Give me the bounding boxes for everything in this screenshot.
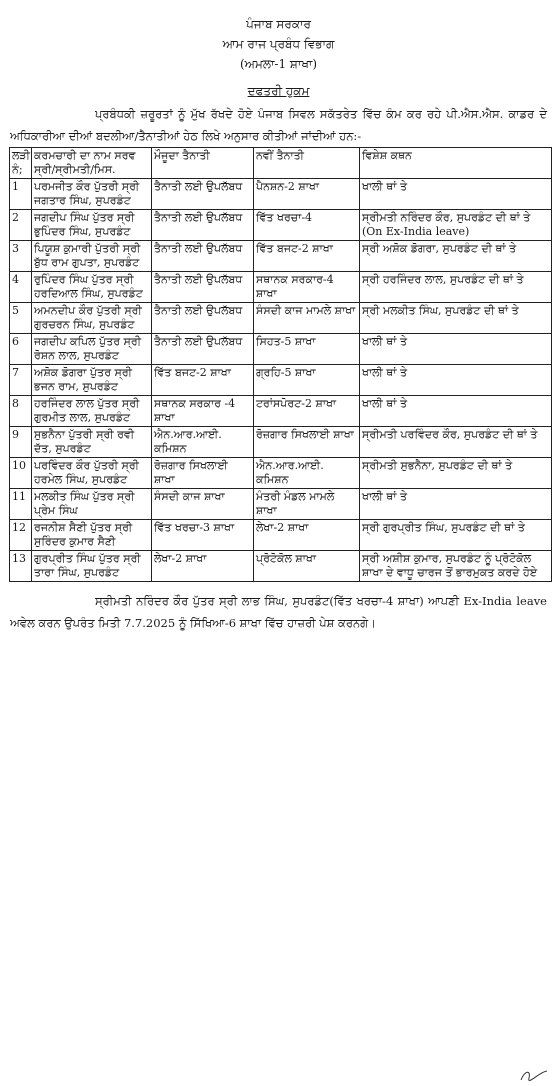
header-new-posting: ਨਵੀਂ ਤੈਨਾਤੀ (254, 148, 360, 179)
header-remarks: ਵਿਸ਼ੇਸ਼ ਕਥਨ (360, 148, 552, 179)
cell-new-posting: ਸਿਹਤ-5 ਸ਼ਾਖਾ (254, 334, 360, 365)
branch-name: (ਅਮਲਾ-1 ਸ਼ਾਖਾ) (239, 57, 318, 71)
cell-remarks: ਸ੍ਰੀਮਤੀ ਪਰਵਿੰਦਰ ਕੌਰ, ਸੁਪਰਡੰਟ ਦੀ ਥਾਂ ਤੇ (360, 427, 552, 458)
footer-paragraph (0, 590, 557, 634)
cell-employee-name: ਜਗਦੀਪ ਸਿੰਘ ਪੁੱਤਰ ਸ੍ਰੀ ਭੁਪਿੰਦਰ ਸਿੰਘ, ਸੁਪਰਡੰਟ (32, 210, 152, 241)
cell-new-posting: ਪ੍ਰੋਟੋਕੋਲ ਸ਼ਾਖਾ (254, 551, 360, 582)
cell-new-posting: ਵਿੱਤ ਖਰਚਾ-4 (254, 210, 360, 241)
cell-current-posting: ਤੈਨਾਤੀ ਲਈ ਉਪਲੱਬਧ (152, 303, 254, 334)
table-row (10, 334, 552, 365)
cell-remarks: ਖਾਲੀ ਥਾਂ ਤੇ (360, 179, 552, 210)
table-row (10, 458, 552, 489)
cell-current-posting: ਤੈਨਾਤੀ ਲਈ ਉਪਲੱਬਧ (152, 272, 254, 303)
cell-new-posting: ਰੋਜ਼ਗਾਰ ਸਿਖਲਾਈ ਸ਼ਾਖਾ (254, 427, 360, 458)
cell-current-posting: ਵਿੱਤ ਖਰਚਾ-3 ਸ਼ਾਖਾ (152, 520, 254, 551)
cell-serial: 6 (10, 334, 32, 365)
header-employee-name: ਕਰਮਚਾਰੀ ਦਾ ਨਾਮ ਸਰਵ ਸ੍ਰੀ/ਸ੍ਰੀਮਤੀ/ਮਿਸ. (32, 148, 152, 179)
signature-mark (517, 1066, 551, 1084)
cell-employee-name: ਅਮਨਦੀਪ ਕੌਰ ਪੁੱਤਰੀ ਸ੍ਰੀ ਗੁਰਚਰਨ ਸਿੰਘ, ਸੁਪਰਡੰਟ (32, 303, 152, 334)
table-row (10, 303, 552, 334)
cell-new-posting: ਸਥਾਨਕ ਸਰਕਾਰ-4 ਸ਼ਾਖਾ (254, 272, 360, 303)
govt-name: ਪੰਜਾਬ ਸਰਕਾਰ (246, 17, 311, 31)
table-row (10, 210, 552, 241)
cell-employee-name: ਸੁਭਨੈਨਾ ਪੁੱਤਰੀ ਸ੍ਰੀ ਰਵੀ ਦੱਤ, ਸੁਪਰਡੰਟ (32, 427, 152, 458)
cell-remarks: ਸ੍ਰੀਮਤੀ ਸੁਭਨੈਨਾ, ਸੁਪਰਡੰਟ ਦੀ ਥਾਂ ਤੇ (360, 458, 552, 489)
cell-current-posting: ਵਿੱਤ ਬਜਟ-2 ਸ਼ਾਖਾ (152, 365, 254, 396)
cell-new-posting: ਗ੍ਰਹਿ-5 ਸ਼ਾਖਾ (254, 365, 360, 396)
cell-remarks: ਖਾਲੀ ਥਾਂ ਤੇ (360, 489, 552, 520)
cell-new-posting: ਟਰਾਂਸਪੋਰਟ-2 ਸ਼ਾਖਾ (254, 396, 360, 427)
cell-new-posting: ਵਿੱਤ ਬਜਟ-2 ਸ਼ਾਖਾ (254, 241, 360, 272)
cell-new-posting: ਮੰਤਰੀ ਮੰਡਲ ਮਾਮਲੇ ਸ਼ਾਖਾ (254, 489, 360, 520)
table-body (10, 179, 552, 582)
cell-employee-name: ਗੁਰਪ੍ਰੀਤ ਸਿੰਘ ਪੁੱਤਰ ਸ੍ਰੀ ਤਾਰਾ ਸਿੰਘ, ਸੁਪਰਡੰਟ (32, 551, 152, 582)
table-row (10, 427, 552, 458)
transfer-table (9, 147, 552, 582)
intro-paragraph: ਪ੍ਰਬੰਧਕੀ ਜ਼ਰੂਰਤਾਂ ਨੂੰ ਮੁੱਖ ਰੱਖਦੇ ਹੋਏ ਪੰਜਾਬ ਸਿਵਲ ਸਕੱਤਰੇਤ ਵਿੱਚ ਕੰਮ ਕਰ ਰਹੇ ਪੀ.ਐਸ.ਐਸ. ਕਾਡਰ ਦੇ ਅਧਿਕਾਰੀਆ ਦੀਆਂ ਬਦਲੀਆ/ਤੈਨਾਤੀਆਂ ਹੇਠ ਲਿਖੇ ਅਨੁਸਾਰ ਕੀਤੀਆਂ ਜਾਂਦੀਆਂ ਹਨ:- (10, 107, 547, 143)
table-row (10, 179, 552, 210)
table-row (10, 551, 552, 582)
cell-serial: 9 (10, 427, 32, 458)
table-row (10, 489, 552, 520)
cell-current-posting: ਲੇਖਾ-2 ਸ਼ਾਖਾ (152, 551, 254, 582)
cell-serial: 8 (10, 396, 32, 427)
table-row (10, 520, 552, 551)
header-current-posting: ਮੌਜੂਦਾ ਤੈਨਾਤੀ (152, 148, 254, 179)
department-name: ਆਮ ਰਾਜ ਪ੍ਰਬੰਧ ਵਿਭਾਗ (222, 37, 335, 51)
header-serial: ਲੜੀ ਨੰ; (10, 148, 32, 179)
cell-remarks: ਸ੍ਰੀ ਗੁਰਪ੍ਰੀਤ ਸਿੰਘ, ਸੁਪਰਡੰਟ ਦੀ ਥਾਂ ਤੇ (360, 520, 552, 551)
cell-serial: 11 (10, 489, 32, 520)
cell-serial: 5 (10, 303, 32, 334)
document-header (0, 0, 557, 74)
cell-serial: 13 (10, 551, 32, 582)
cell-remarks: ਸ੍ਰੀ ਮਲਕੀਤ ਸਿੰਘ, ਸੁਪਰਡੰਟ ਦੀ ਥਾਂ ਤੇ (360, 303, 552, 334)
cell-remarks: ਖਾਲੀ ਥਾਂ ਤੇ (360, 365, 552, 396)
cell-serial: 2 (10, 210, 32, 241)
table-row (10, 241, 552, 272)
cell-current-posting: ਤੈਨਾਤੀ ਲਈ ਉਪਲੱਬਧ (152, 334, 254, 365)
cell-current-posting: ਤੈਨਾਤੀ ਲਈ ਉਪਲੱਬਧ (152, 210, 254, 241)
cell-current-posting: ਤੈਨਾਤੀ ਲਈ ਉਪਲੱਬਧ (152, 241, 254, 272)
cell-serial: 12 (10, 520, 32, 551)
cell-current-posting: ਸਥਾਨਕ ਸਰਕਾਰ -4 ਸ਼ਾਖਾ (152, 396, 254, 427)
footer-text: ਸ੍ਰੀਮਤੀ ਨਰਿੰਦਰ ਕੌਰ ਪੁੱਤਰ ਸ੍ਰੀ ਲਾਭ ਸਿੰਘ, ਸੁਪਰਡੰਟ(ਵਿੱਤ ਖਰਚਾ-4 ਸ਼ਾਖਾ) ਆਪਣੀ Ex-India leave ਅਵੇਲ ਕਰਨ ਉਪਰੰਤ ਮਿਤੀ 7.7.2025 ਨੂੰ ਸਿੱਖਿਆ-6 ਸ਼ਾਖਾ ਵਿੱਚ ਹਾਜ਼ਰੀ ਪੇਸ਼ ਕਰਨਗੇ। (10, 594, 547, 630)
cell-serial: 4 (10, 272, 32, 303)
cell-employee-name: ਹਰਜਿੰਦਰ ਲਾਲ ਪੁੱਤਰ ਸ੍ਰੀ ਗੁਰਮੀਤ ਲਾਲ, ਸੁਪਰਡੰਟ (32, 396, 152, 427)
cell-new-posting: ਲੇਖਾ-2 ਸ਼ਾਖਾ (254, 520, 360, 551)
cell-serial: 3 (10, 241, 32, 272)
cell-employee-name: ਪਰਵਿੰਦਰ ਕੌਰ ਪੁੱਤਰੀ ਸ੍ਰੀ ਹਰਮੇਲ ਸਿੰਘ, ਸੁਪਰਡੰਟ (32, 458, 152, 489)
cell-current-posting: ਐਨ.ਆਰ.ਆਈ. ਕਮਿਸ਼ਨ (152, 427, 254, 458)
table-row (10, 365, 552, 396)
cell-remarks: ਸ੍ਰੀ ਹਰਜਿੰਦਰ ਲਾਲ, ਸੁਪਰਡੰਟ ਦੀ ਥਾਂ ਤੇ (360, 272, 552, 303)
cell-employee-name: ਰੁਪਿੰਦਰ ਸਿੰਘ ਪੁੱਤਰ ਸ੍ਰੀ ਹਰਦਿਆਲ ਸਿੰਘ, ਸੁਪਰਡੰਟ (32, 272, 152, 303)
table-row (10, 272, 552, 303)
cell-current-posting: ਰੋਜ਼ਗਾਰ ਸਿਖਲਾਈ ਸ਼ਾਖਾ (152, 458, 254, 489)
cell-employee-name: ਪਰਮਜੀਤ ਕੌਰ ਪੁੱਤਰੀ ਸ੍ਰੀ ਜਗਤਾਰ ਸਿੰਘ, ਸੁਪਰਡੰਟ (32, 179, 152, 210)
cell-new-posting: ਸੰਸਦੀ ਕਾਜ ਮਾਮਲੇ ਸ਼ਾਖਾ (254, 303, 360, 334)
cell-current-posting: ਸੰਸਦੀ ਕਾਜ ਸ਼ਾਖਾ (152, 489, 254, 520)
cell-serial: 1 (10, 179, 32, 210)
cell-employee-name: ਜਗਦੀਪ ਕਪਿਲ ਪੁੱਤਰ ਸ੍ਰੀ ਰੋਸ਼ਨ ਲਾਲ, ਸੁਪਰਡੰਟ (32, 334, 152, 365)
cell-remarks: ਖਾਲੀ ਥਾਂ ਤੇ (360, 334, 552, 365)
cell-new-posting: ਐਨ.ਆਰ.ਆਈ. ਕਮਿਸ਼ਨ (254, 458, 360, 489)
cell-serial: 10 (10, 458, 32, 489)
cell-remarks: ਖਾਲੀ ਥਾਂ ਤੇ (360, 396, 552, 427)
cell-employee-name: ਪਿਯੂਸ਼ ਕੁਮਾਰੀ ਪੁੱਤਰੀ ਸ੍ਰੀ ਬੁੱਧ ਰਾਮ ਗੁਪਤਾ, ਸੁਪਰਡੰਟ (32, 241, 152, 272)
table-row (10, 396, 552, 427)
cell-remarks: ਸ੍ਰੀ ਅਸ਼ੋਕ ਡੋਗਰਾ, ਸੁਪਰਡੰਟ ਦੀ ਥਾਂ ਤੇ (360, 241, 552, 272)
table-header-row (10, 148, 552, 179)
cell-employee-name: ਮਲਕੀਤ ਸਿੰਘ ਪੁੱਤਰ ਸ੍ਰੀ ਪ੍ਰੇਮ ਸਿੰਘ (32, 489, 152, 520)
cell-current-posting: ਤੈਨਾਤੀ ਲਈ ਉਪਲੱਬਧ (152, 179, 254, 210)
cell-employee-name: ਅਸ਼ੋਕ ਡੋਗਰਾ ਪੁੱਤਰ ਸ੍ਰੀ ਭਜਨ ਰਾਮ, ਸੁਪਰਡੰਟ (32, 365, 152, 396)
cell-new-posting: ਪੈਨਸ਼ਨ-2 ਸ਼ਾਖਾ (254, 179, 360, 210)
cell-remarks: ਸ੍ਰੀ ਅਸ਼ੀਸ਼ ਕੁਮਾਰ, ਸੁਪਰਡੰਟ ਨੂੰ ਪ੍ਰੋਟੋਕੋਲ ਸ਼ਾਖਾ ਦੇ ਵਾਧੂ ਚਾਰਜ ਤੋਂ ਭਾਰਮੁਕਤ ਕਰਦੇ ਹੋਏ (360, 551, 552, 582)
order-title: ਦਫਤਰੀ ਹੁਕਮ (247, 84, 310, 98)
cell-serial: 7 (10, 365, 32, 396)
cell-remarks: ਸ੍ਰੀਮਤੀ ਨਰਿੰਦਰ ਕੌਰ, ਸੁਪਰਡੰਟ ਦੀ ਥਾਂ ਤੇ (On Ex-India leave) (360, 210, 552, 241)
cell-employee-name: ਰਜਨੀਸ਼ ਸੈਣੀ ਪੁੱਤਰ ਸ੍ਰੀ ਸੁਰਿੰਦਰ ਕੁਮਾਰ ਸੈਣੀ (32, 520, 152, 551)
